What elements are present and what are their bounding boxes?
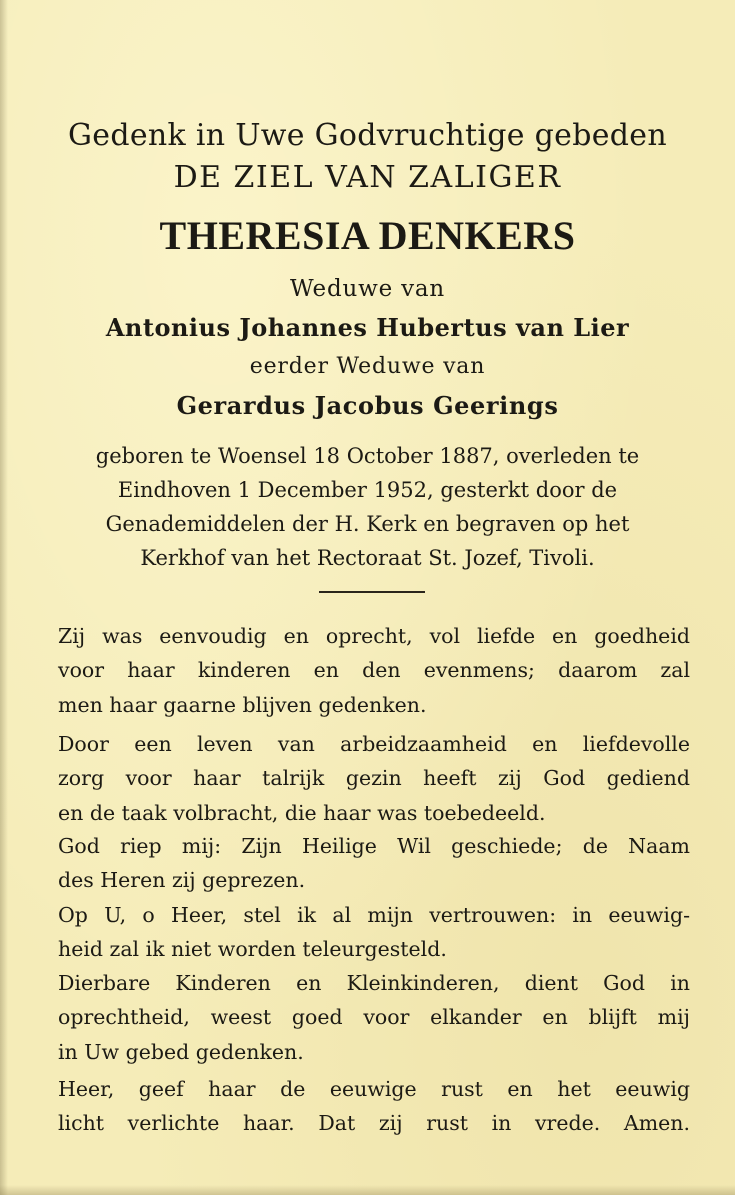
paragraph-gods-will xyxy=(58,829,690,898)
biography-line: Kerkhof van het Rectoraat St. Jozef, Tivoli. xyxy=(140,546,595,570)
first-husband-name: Gerardus Jacobus Geerings xyxy=(176,391,559,420)
prayer-invocation: Gedenk in Uwe Godvruchtige gebeden xyxy=(68,118,667,153)
widow-of-label: Weduwe van xyxy=(289,276,446,302)
paragraph-character xyxy=(58,619,690,722)
biography-line: Eindhoven 1 December 1952, gesterkt door de xyxy=(117,478,618,502)
paragraph-line: Heer, geef haar de eeuwige rust en het eeuwig xyxy=(58,1077,690,1101)
earlier-widow-of-label: eerder Weduwe van xyxy=(249,354,486,379)
paragraph-life xyxy=(58,727,690,830)
paragraph-closing-prayer xyxy=(58,1072,690,1141)
deceased-name: THERESIA DENKERS xyxy=(159,213,576,258)
paragraph-children xyxy=(58,966,690,1069)
biography-line: Genademiddelen der H. Kerk en begraven op het xyxy=(105,512,630,536)
paragraph-line: God riep mij: Zijn Heilige Wil geschiede; de Naam xyxy=(58,834,690,858)
paragraph-line: men haar gaarne blijven gedenken. xyxy=(58,692,427,717)
soul-of-deceased-heading: DE ZIEL VAN ZALIGER xyxy=(173,160,562,195)
paragraph-line: Op U, o Heer, stel ik al mijn vertrouwen: in eeuwig- xyxy=(58,903,690,927)
card-bottom-edge-shadow xyxy=(0,1185,735,1195)
biography-line: geboren te Woensel 18 October 1887, overleden te xyxy=(95,444,640,468)
husband-name: Antonius Johannes Hubertus van Lier xyxy=(105,313,630,342)
paragraph-line: heid zal ik niet worden teleurgesteld. xyxy=(58,937,447,962)
paragraph-trust xyxy=(58,898,690,967)
paragraph-line: voor haar kinderen en den evenmens; daarom zal xyxy=(58,658,690,683)
paragraph-line: zorg voor haar talrijk gezin heeft zij God gediend xyxy=(58,766,690,791)
paragraph-line: en de taak volbracht, die haar was toebedeeld. xyxy=(58,800,546,825)
paragraph-line: Zij was eenvoudig en oprecht, vol liefde en goedheid xyxy=(58,624,690,648)
paragraph-line: Door een leven van arbeidzaamheid en liefdevolle xyxy=(58,732,690,756)
section-divider xyxy=(319,591,425,593)
paragraph-line: licht verlichte haar. Dat zij rust in vrede. Amen. xyxy=(58,1111,690,1136)
paragraph-line: Dierbare Kinderen en Kleinkinderen, dient God in xyxy=(58,971,690,995)
paragraph-line: in Uw gebed gedenken. xyxy=(58,1039,304,1064)
paragraph-line: des Heren zij geprezen. xyxy=(58,868,306,893)
paragraph-line: oprechtheid, weest goed voor elkander en blijft mij xyxy=(58,1005,690,1030)
